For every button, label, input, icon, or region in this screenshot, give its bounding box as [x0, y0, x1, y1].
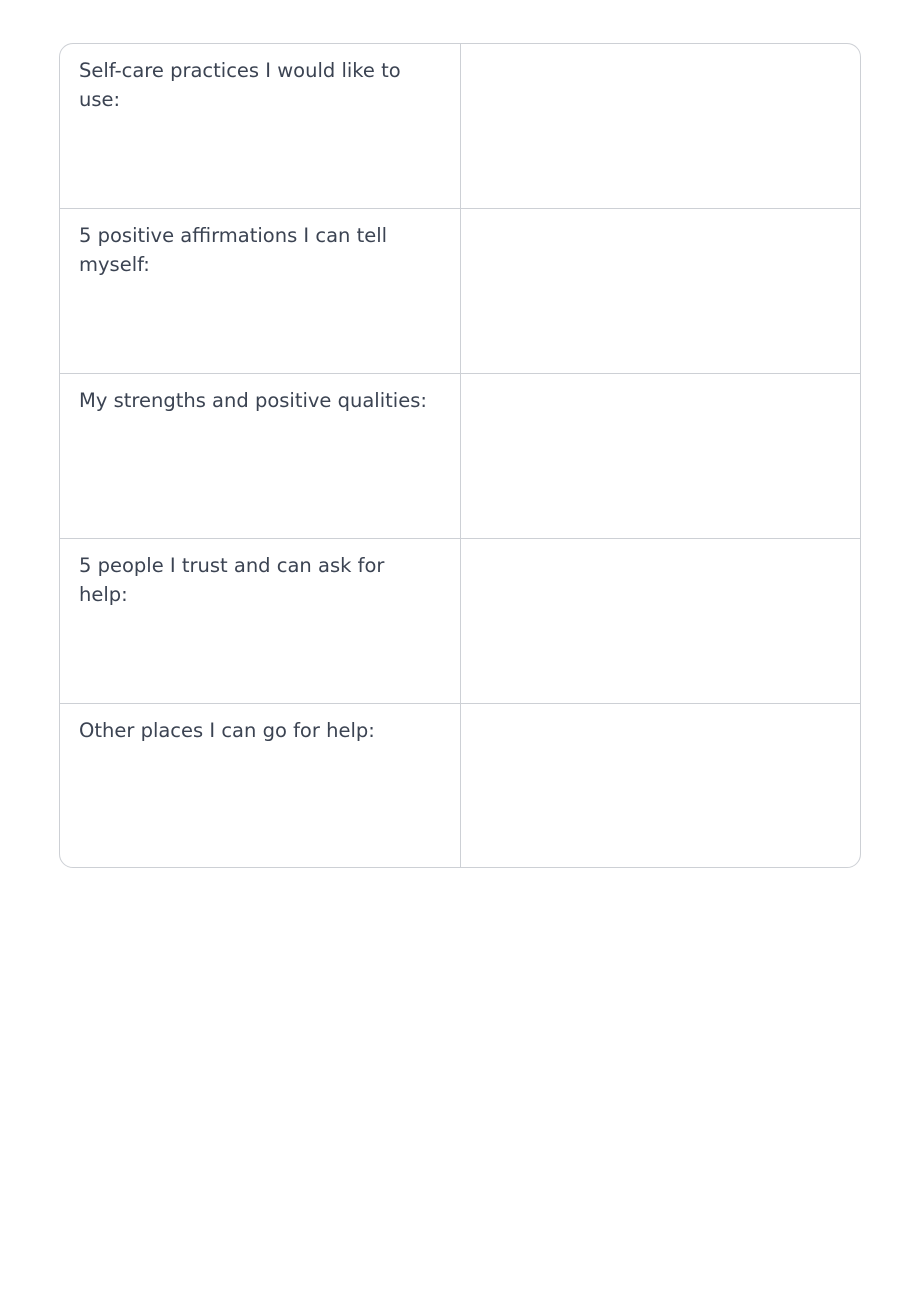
answer-cell[interactable] — [461, 704, 860, 867]
row-label: 5 positive affirmations I can tell myself: — [60, 209, 461, 373]
answer-cell[interactable] — [461, 539, 860, 703]
answer-cell[interactable] — [461, 209, 860, 373]
row-label: Self-care practices I would like to use: — [60, 44, 461, 208]
row-label: Other places I can go for help: — [60, 704, 461, 867]
row-label: My strengths and positive qualities: — [60, 374, 461, 538]
table-row — [60, 539, 860, 704]
answer-cell[interactable] — [461, 374, 860, 538]
table-row — [60, 704, 860, 867]
answer-cell[interactable] — [461, 44, 860, 208]
table-row — [60, 374, 860, 539]
worksheet-table — [59, 43, 861, 868]
table-row — [60, 44, 860, 209]
table-row — [60, 209, 860, 374]
row-label: 5 people I trust and can ask for help: — [60, 539, 461, 703]
